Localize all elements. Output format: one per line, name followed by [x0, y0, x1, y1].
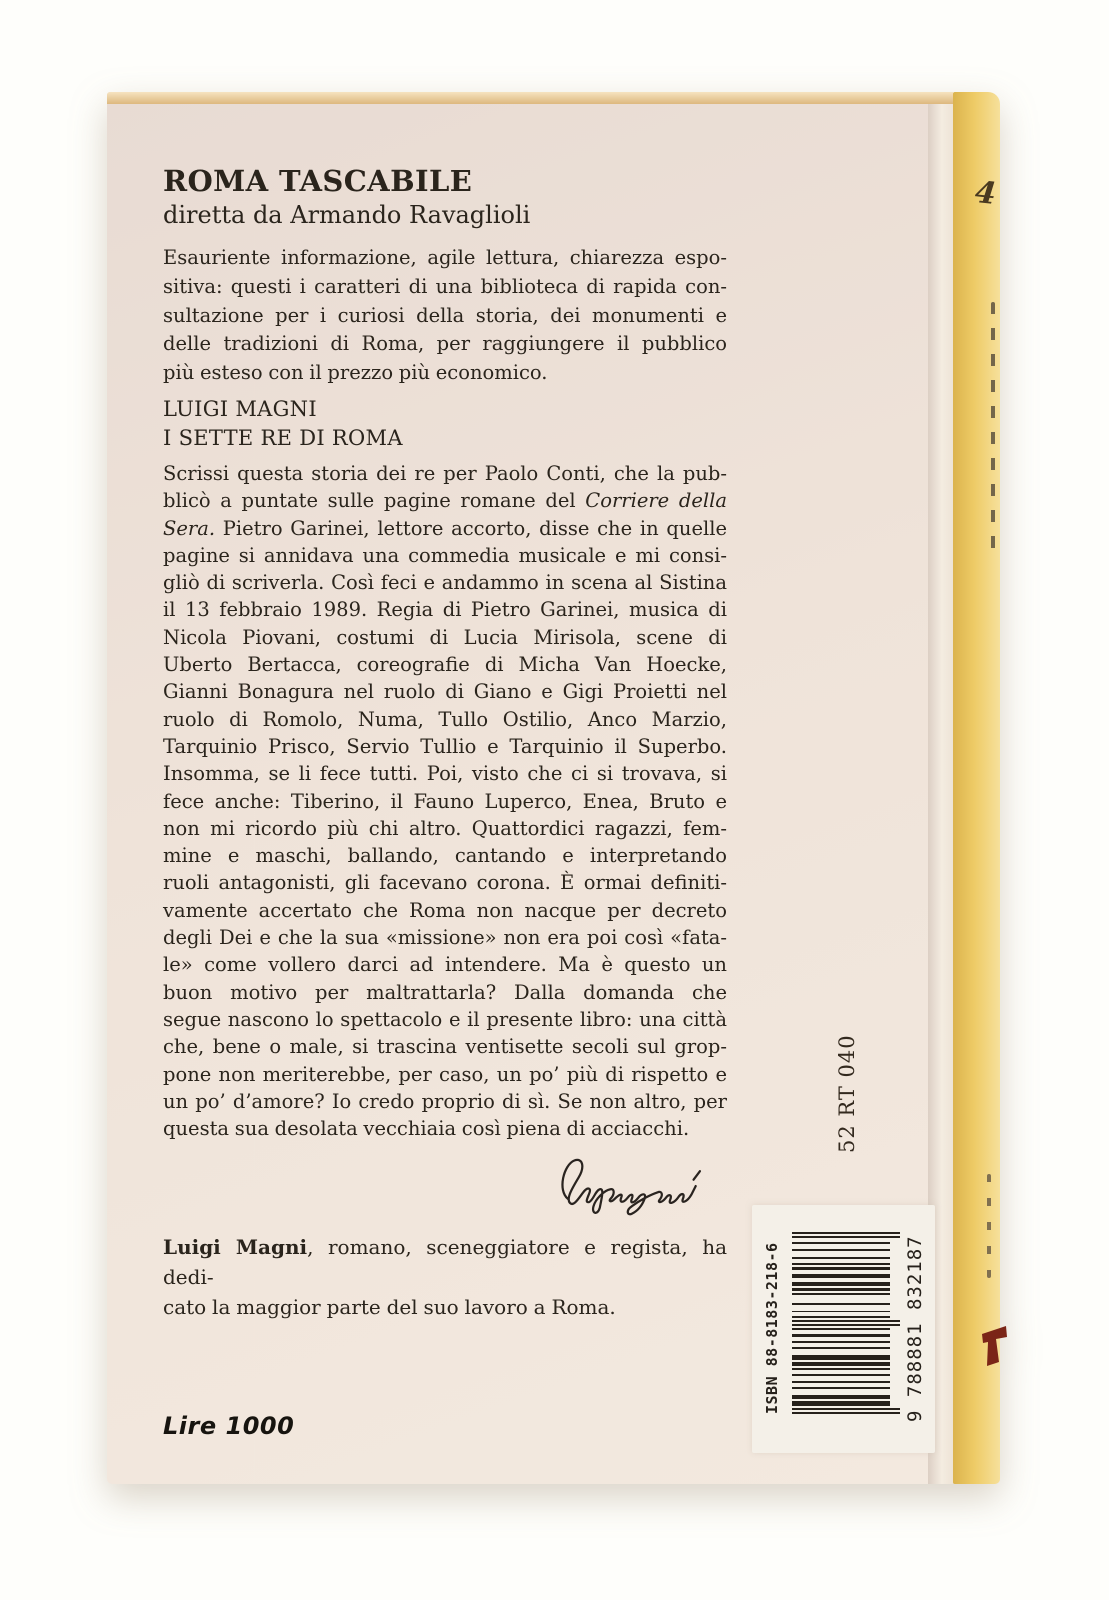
signature: [555, 1152, 715, 1218]
fore-edge-ink-dashes-lower: [987, 1174, 991, 1278]
series-subtitle: diretta da Armando Ravaglioli: [163, 201, 531, 229]
body-paragraph: Scrissi questa storia dei re per Paolo Conti, che la pub- blicò a puntate sulle pagine romane del Corriere della Sera. Pietro Garinei, lettore accorto, disse che in quelle pagine si annidava una commedia musicale e mi consi- gliò di scriverla. Così feci e andammo in scena al Sistina il 13 febbraio 1989. Regia di Pietro Garinei, musica di Nicola Piovani, costumi di Lucia Mirisola, scene di Uberto Bertacca, coreografie di Micha Van Hoecke, Gianni Bonagura nel ruolo di Giano e Gigi Proietti nel ruolo di Romolo, Numa, Tullo Ostilio, Anco Marzio, Tarquinio Prisco, Servio Tullio e Tarquinio il Superbo. Insomma, se li fece tutti. Poi, visto che ci si trovava, si fece anche: Tiberino, il Fauno Luperco, Enea, Bruto e non mi ricordo più chi altro. Quattordici ragazzi, fem- mine e maschi, ballando, cantando e interpretando ruoli antagonisti, gli facevano corona. È ormai definiti- vamente accertato che Roma non nacque per decreto degli Dei e che la sua «missione» non era poi così «fata- le» come vollero darci ad intendere. Ma è questo un buon motivo per maltrattarla? Dalla domanda che segue nascono lo spettacolo e il presente libro: una città che, bene o male, si trascina ventisette secoli sul grop- pone non meriterebbe, per caso, un po’ più di rispetto e un po’ d’amore? Io credo proprio di sì. Se non altro, per questa sua desolata vecchiaia così piena di acciacchi.: [163, 462, 727, 1141]
page-fore-edge: [953, 92, 1000, 1484]
bio-paragraph: Luigi Magni, romano, sceneggiatore e regista, ha dedi- cato la maggior parte del suo lavoro a Roma.: [163, 1235, 728, 1319]
barcode-ean-text: 9 788881 832187: [904, 1235, 926, 1422]
series-title: ROMA TASCABILE: [163, 164, 473, 198]
price-label: Lire 1000: [163, 1412, 295, 1440]
fore-edge-mark: 4: [973, 175, 998, 212]
book-back-cover: [107, 92, 1000, 1484]
spine-code-label: 52 RT 040: [835, 1034, 859, 1153]
fore-edge-logo-mark: [979, 1324, 1011, 1370]
work-heading: [163, 395, 727, 453]
page-top-edges: [107, 92, 953, 104]
work-title: I SETTE RE DI ROMA: [163, 426, 403, 450]
barcode-isbn-text: ISBN 88-8183-218-6: [763, 1242, 781, 1414]
work-author: LUIGI MAGNI: [163, 397, 317, 421]
fore-edge-ink-dashes: [991, 302, 995, 562]
barcode-bars: [792, 1232, 902, 1414]
intro-paragraph: Esauriente informazione, agile lettura, chiarezza espo- sitiva: questi i caratteri di una biblioteca di rapida con- sultazione per i curiosi della storia, dei monumenti e delle tradizioni di Roma, per raggiungere il pubblico più esteso con il prezzo più economico.: [163, 246, 727, 385]
